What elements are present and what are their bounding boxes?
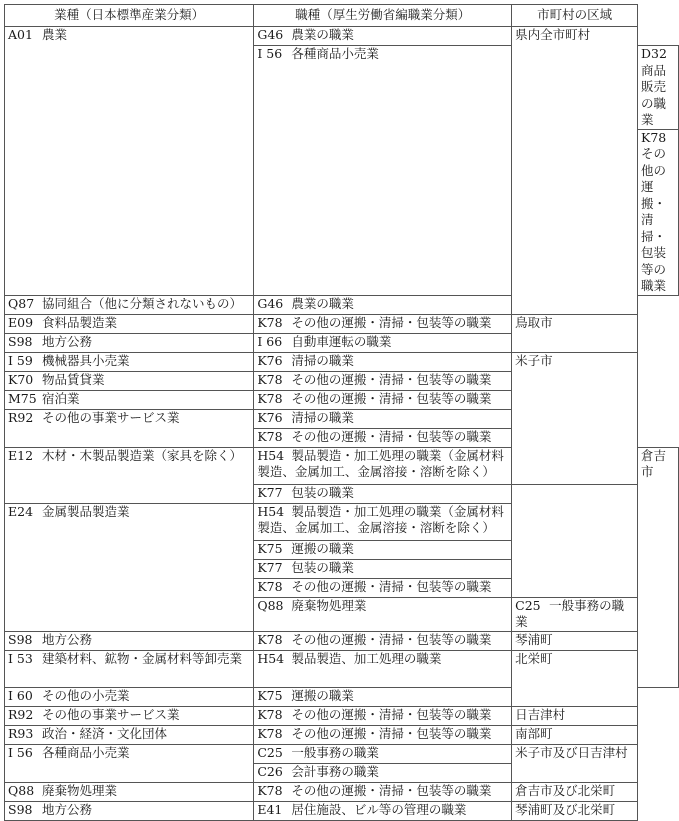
occupation-cell	[254, 540, 512, 559]
occupation-name: 運搬の職業	[291, 687, 354, 703]
occupation-name: 農業の職業	[291, 27, 354, 42]
occupation-code: C25	[515, 597, 541, 613]
industry-name: 政治・経済・文化団体	[42, 725, 168, 741]
occupation-code: K77	[257, 559, 283, 575]
occupation-cell	[254, 333, 512, 352]
industry-cell	[5, 503, 254, 631]
occupation-name: その他の運搬・清掃・包装等の職業	[291, 390, 492, 406]
industry-cell	[5, 371, 254, 390]
industry-name: 協同組合（他に分類されないもの）	[42, 295, 243, 311]
industry-name: 物品賃貸業	[42, 371, 105, 387]
industry-name: 宿泊業	[42, 390, 80, 406]
table-body	[5, 27, 679, 821]
industry-cell	[5, 409, 254, 447]
municipality-cell: 北栄町	[512, 650, 638, 706]
occupation-code: K78	[257, 578, 283, 594]
occupation-code: K78	[257, 725, 283, 741]
occupation-name: 一般事務の職業	[291, 744, 379, 760]
occupation-cell	[254, 27, 512, 46]
industry-code: R92	[8, 706, 34, 722]
occupation-name: 商品販売の職業	[641, 62, 667, 127]
industry-name: その他の事業サービス業	[42, 706, 180, 722]
table-row	[5, 650, 679, 687]
occupation-code: K77	[257, 484, 283, 500]
table-row	[5, 725, 679, 744]
occupation-code: H54	[257, 650, 285, 666]
industry-cell	[5, 314, 254, 333]
occupation-name: 清掃の職業	[291, 352, 354, 368]
industry-code: E12	[8, 447, 34, 463]
occupation-cell	[254, 409, 512, 428]
industry-code: I 60	[8, 687, 33, 703]
table-row	[5, 314, 679, 333]
industry-code: R93	[8, 725, 34, 741]
occupation-cell	[254, 801, 512, 820]
table-row	[5, 801, 679, 820]
industry-name: 食料品製造業	[42, 314, 118, 330]
occupation-name: その他の運搬・清掃・包装等の職業	[291, 578, 492, 594]
occupation-cell	[254, 428, 512, 447]
occupation-name: その他の運搬・清掃・包装等の職業	[291, 631, 492, 647]
industry-name: 金属製品製造業	[42, 503, 130, 519]
industry-cell	[254, 46, 512, 296]
occupation-code: K75	[257, 687, 283, 703]
occupation-cell	[254, 295, 512, 314]
industry-name: 地方公務	[42, 801, 93, 817]
industry-name: 建築材料、鉱物・金属材料等卸売業	[42, 650, 243, 666]
occupation-name: 一般事務の職業	[515, 597, 625, 629]
industry-name: 各種商品小売業	[42, 744, 130, 760]
industry-name: その他の小売業	[42, 687, 130, 703]
occupation-cell	[254, 371, 512, 390]
industry-code: I 56	[257, 46, 283, 61]
occupation-name: その他の運搬・清掃・包装等の職業	[641, 146, 667, 293]
occupation-name: その他の運搬・清掃・包装等の職業	[291, 371, 492, 387]
occupation-code: K78	[641, 129, 667, 145]
occupation-code: D32	[641, 46, 667, 61]
industry-cell	[5, 631, 254, 650]
occupation-cell	[254, 744, 512, 763]
occupation-code: K75	[257, 540, 283, 556]
industry-code: S98	[8, 801, 33, 817]
occupation-name: その他の運搬・清掃・包装等の職業	[291, 428, 492, 444]
occupation-cell	[254, 559, 512, 578]
industry-cell	[5, 352, 254, 371]
industry-cell	[254, 597, 512, 631]
table-row	[5, 706, 679, 725]
municipality-cell: 県内全市町村	[512, 27, 638, 315]
occupation-code: K78	[257, 428, 283, 444]
occupation-cell	[254, 447, 512, 484]
municipality-cell: 鳥取市	[512, 314, 638, 352]
table-row	[5, 352, 679, 371]
occupation-name: 自動車運転の職業	[291, 333, 392, 349]
industry-cell	[5, 687, 254, 706]
occupation-code: K78	[257, 314, 283, 330]
occupation-name: 製品製造・加工処理の職業（金属材料製造、金属加工、金属溶接・溶断を除く）	[257, 447, 504, 479]
municipality-cell: 琴浦町及び北栄町	[512, 801, 638, 820]
industry-code: E24	[8, 503, 34, 519]
industry-code: A01	[8, 27, 33, 42]
occupation-cell	[254, 578, 512, 597]
occupation-cell	[254, 631, 512, 650]
industry-cell	[5, 650, 254, 687]
occupation-name: その他の運搬・清掃・包装等の職業	[291, 782, 492, 798]
table-row	[5, 27, 679, 46]
occupation-code: K78	[257, 371, 283, 387]
industry-name: 地方公務	[42, 631, 93, 647]
industry-cell	[5, 782, 254, 801]
industry-cell	[5, 390, 254, 409]
occupation-cell	[254, 352, 512, 371]
municipality-cell: 倉吉市及び北栄町	[512, 782, 638, 801]
occupation-cell	[254, 706, 512, 725]
occupation-code: K78	[257, 782, 283, 798]
occupation-cell	[254, 763, 512, 782]
occupation-code: E41	[257, 801, 283, 817]
occupation-cell	[512, 597, 638, 631]
occupation-name: その他の運搬・清掃・包装等の職業	[291, 314, 492, 330]
header-municipality: 市町村の区域	[512, 5, 638, 27]
municipality-cell: 南部町	[512, 725, 638, 744]
industry-code: K70	[8, 371, 34, 387]
industry-cell	[5, 27, 254, 296]
municipality-cell: 日吉津村	[512, 706, 638, 725]
industry-code: Q88	[257, 597, 284, 613]
occupation-code: I 66	[257, 333, 283, 349]
occupation-name: 製品製造・加工処理の職業（金属材料製造、金属加工、金属溶接・溶断を除く）	[257, 503, 504, 535]
occupation-cell	[638, 129, 679, 295]
occupation-name: 居住施設、ビル等の管理の職業	[291, 801, 467, 817]
industry-code: S98	[8, 631, 33, 647]
municipality-cell: 米子市	[512, 352, 638, 484]
occupation-name: 包装の職業	[291, 559, 354, 575]
occupation-code: K78	[257, 390, 283, 406]
industry-name: その他の事業サービス業	[42, 409, 180, 425]
municipality-cell: 米子市及び日吉津村	[512, 744, 638, 782]
occupation-cell	[254, 650, 512, 687]
table-header-row	[5, 5, 679, 27]
industry-code: Q87	[8, 295, 35, 311]
document	[4, 4, 679, 821]
municipality-cell: 倉吉市	[638, 447, 679, 687]
occupation-code: G46	[257, 27, 284, 42]
industry-cell	[5, 801, 254, 820]
occupation-cell	[254, 725, 512, 744]
occupation-name: 運搬の職業	[291, 540, 354, 556]
industry-code: I 59	[8, 352, 33, 368]
industry-cell	[5, 295, 254, 314]
table-row	[5, 503, 679, 540]
industry-name: 廃棄物処理業	[291, 597, 367, 613]
industry-name: 農業	[42, 27, 68, 42]
municipality-cell: 琴浦町	[512, 631, 638, 650]
occupation-code: H54	[257, 447, 285, 463]
header-occupation: 職種（厚生労働省編職業分類）	[254, 5, 512, 27]
table-row	[5, 631, 679, 650]
occupation-cell	[254, 782, 512, 801]
occupation-code: K76	[257, 409, 283, 425]
table-row	[5, 782, 679, 801]
industry-cell	[5, 706, 254, 725]
occupation-code: H54	[257, 503, 285, 519]
industry-name: 各種商品小売業	[291, 46, 379, 61]
industry-code: I 53	[8, 650, 33, 666]
industry-name: 地方公務	[42, 333, 93, 349]
occupation-code: C25	[257, 744, 283, 760]
industry-code: Q88	[8, 782, 35, 798]
occupation-name: 会計事務の職業	[291, 763, 379, 779]
industry-name: 廃棄物処理業	[42, 782, 118, 798]
industry-cell	[5, 447, 254, 503]
occupation-cell	[254, 503, 512, 540]
occupation-name: 清掃の職業	[291, 409, 354, 425]
occupation-name: 製品製造、加工処理の職業	[291, 650, 442, 666]
occupation-cell	[254, 484, 512, 503]
occupation-name: 包装の職業	[291, 484, 354, 500]
industry-cell	[5, 744, 254, 782]
occupation-cell	[254, 390, 512, 409]
table-row	[5, 744, 679, 763]
header-industry: 業種（日本標準産業分類）	[5, 5, 254, 27]
occupation-cell	[254, 687, 512, 706]
occupation-cell	[254, 314, 512, 333]
occupation-cell	[638, 46, 679, 130]
industry-cell	[5, 725, 254, 744]
industry-code: E09	[8, 314, 34, 330]
industry-code: R92	[8, 409, 34, 425]
industry-code: I 56	[8, 744, 33, 760]
industry-name: 機械器具小売業	[42, 352, 130, 368]
industry-code: S98	[8, 333, 33, 349]
occupation-code: K78	[257, 706, 283, 722]
occupation-name: その他の運搬・清掃・包装等の職業	[291, 706, 492, 722]
industry-name: 木材・木製品製造業（家具を除く）	[42, 447, 243, 463]
occupation-code: K78	[257, 631, 283, 647]
occupation-code: K76	[257, 352, 283, 368]
occupation-name: 農業の職業	[291, 295, 354, 311]
occupation-code: C26	[257, 763, 283, 779]
occupation-name: その他の運搬・清掃・包装等の職業	[291, 725, 492, 741]
industry-cell	[5, 333, 254, 352]
industry-code: M75	[8, 390, 37, 406]
occupation-code: G46	[257, 295, 284, 311]
industry-occupation-table	[4, 4, 679, 821]
